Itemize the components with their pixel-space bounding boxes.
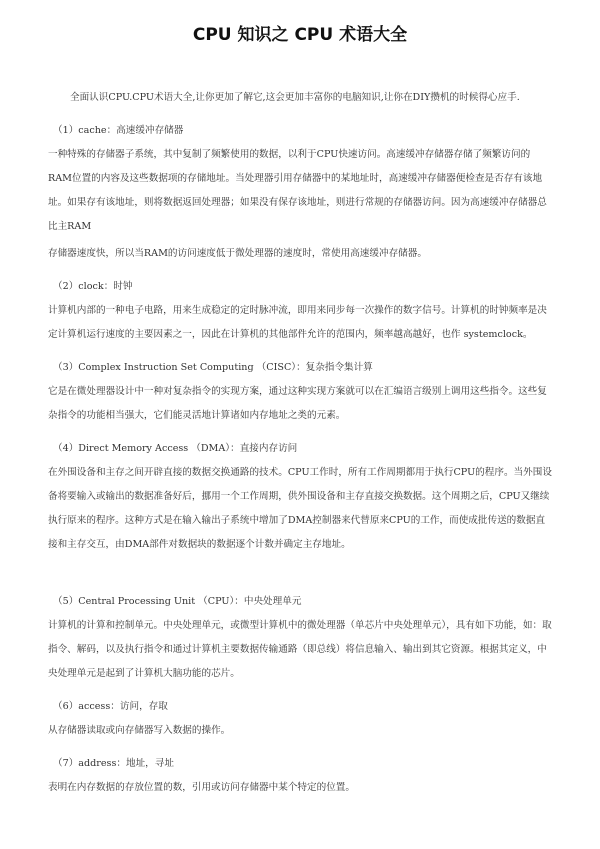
section-dma (48, 440, 552, 557)
section-address (48, 755, 552, 800)
section-body: 一种特殊的存储器子系统，其中复制了频繁使用的数据，以利于CPU快速访问。高速缓冲存储器存储了频繁访问的RAM位置的内容及这些数据项的存储地址。当处理器引用存储器中的某地址时，高速缓冲存储器便检查是否存有该地址。如果存有该地址，则将数据返回处理器；如果没有保存该地址，则进行常规的存储器访问。因为高速缓冲存储器总比主RAM (48, 149, 547, 232)
section-heading: （6）access：访问，存取 (53, 701, 168, 712)
section-clock (48, 278, 552, 347)
section-cisc (48, 359, 552, 428)
section-heading: （7）address：地址，寻址 (53, 758, 174, 769)
section-heading: （4）Direct Memory Access （DMA）：直接内存访问 (53, 443, 298, 454)
section-body: 存储器速度快，所以当RAM的访问速度低于微处理器的速度时，常使用高速缓冲存储器。 (48, 248, 427, 259)
intro-paragraph: 全面认识CPU.CPU术语大全,让你更加了解它,这会更加丰富你的电脑知识,让你在DIY攒机的时候得心应手. (70, 92, 520, 103)
section-body: 它是在微处理器设计中一种对复杂指令的实现方案，通过这种实现方案就可以在汇编语言级别上调用这些指令。这些复杂指令的功能相当强大，它们能灵活地计算诸如内存地址之类的元素。 (48, 386, 547, 421)
section-body: 从存储器读取或向存储器写入数据的操作。 (48, 725, 231, 736)
section-body: 计算机的计算和控制单元。中央处理单元，或微型计算机中的微处理器（单芯片中央处理单元），具有如下功能，如：取指令、解码，以及执行指令和通过计算机主要数据传输通路（即总线）将信息输入、输出到其它资源。根据其定义，中央处理单元是起到了计算机大脑功能的芯片。 (48, 620, 552, 679)
section-heading: （5）Central Processing Unit （CPU）：中央处理单元 (53, 596, 302, 607)
page-title: CPU 知识之 CPU 术语大全 (192, 25, 408, 45)
section-access (48, 698, 552, 743)
blank-spacer (48, 557, 552, 581)
section-body: 计算机内部的一种电子电路，用来生成稳定的定时脉冲流，即用来同步每一次操作的数字信号。计算机的时钟频率是决定计算机运行速度的主要因素之一，因此在计算机的其他部件允许的范围内，频率越高越好，也作 systemclock。 (48, 305, 547, 340)
section-heading: （2）clock：时钟 (53, 281, 133, 292)
section-heading: （3）Complex Instruction Set Computing （CISC）：复杂指令集计算 (53, 362, 373, 373)
section-body: 在外围设备和主存之间开辟直接的数据交换通路的技术。CPU工作时，所有工作周期都用于执行CPU的程序。当外围设备将要输入或输出的数据准备好后，挪用一个工作周期，供外围设备和主存直接交换数据。这个周期之后，CPU又继续执行原来的程序。这种方式是在输入输出子系统中增加了DMA控制器来代替原来CPU的工作，而使成批传送的数据直接和主存交互，由DMA部件对数据块的数据逐个计数并确定主存地址。 (48, 467, 552, 550)
section-cache (48, 122, 552, 266)
section-body: 表明在内存数据的存放位置的数，引用或访问存储器中某个特定的位置。 (48, 782, 355, 793)
section-heading: （1）cache：高速缓冲存储器 (53, 125, 184, 136)
section-cpu (48, 593, 552, 686)
